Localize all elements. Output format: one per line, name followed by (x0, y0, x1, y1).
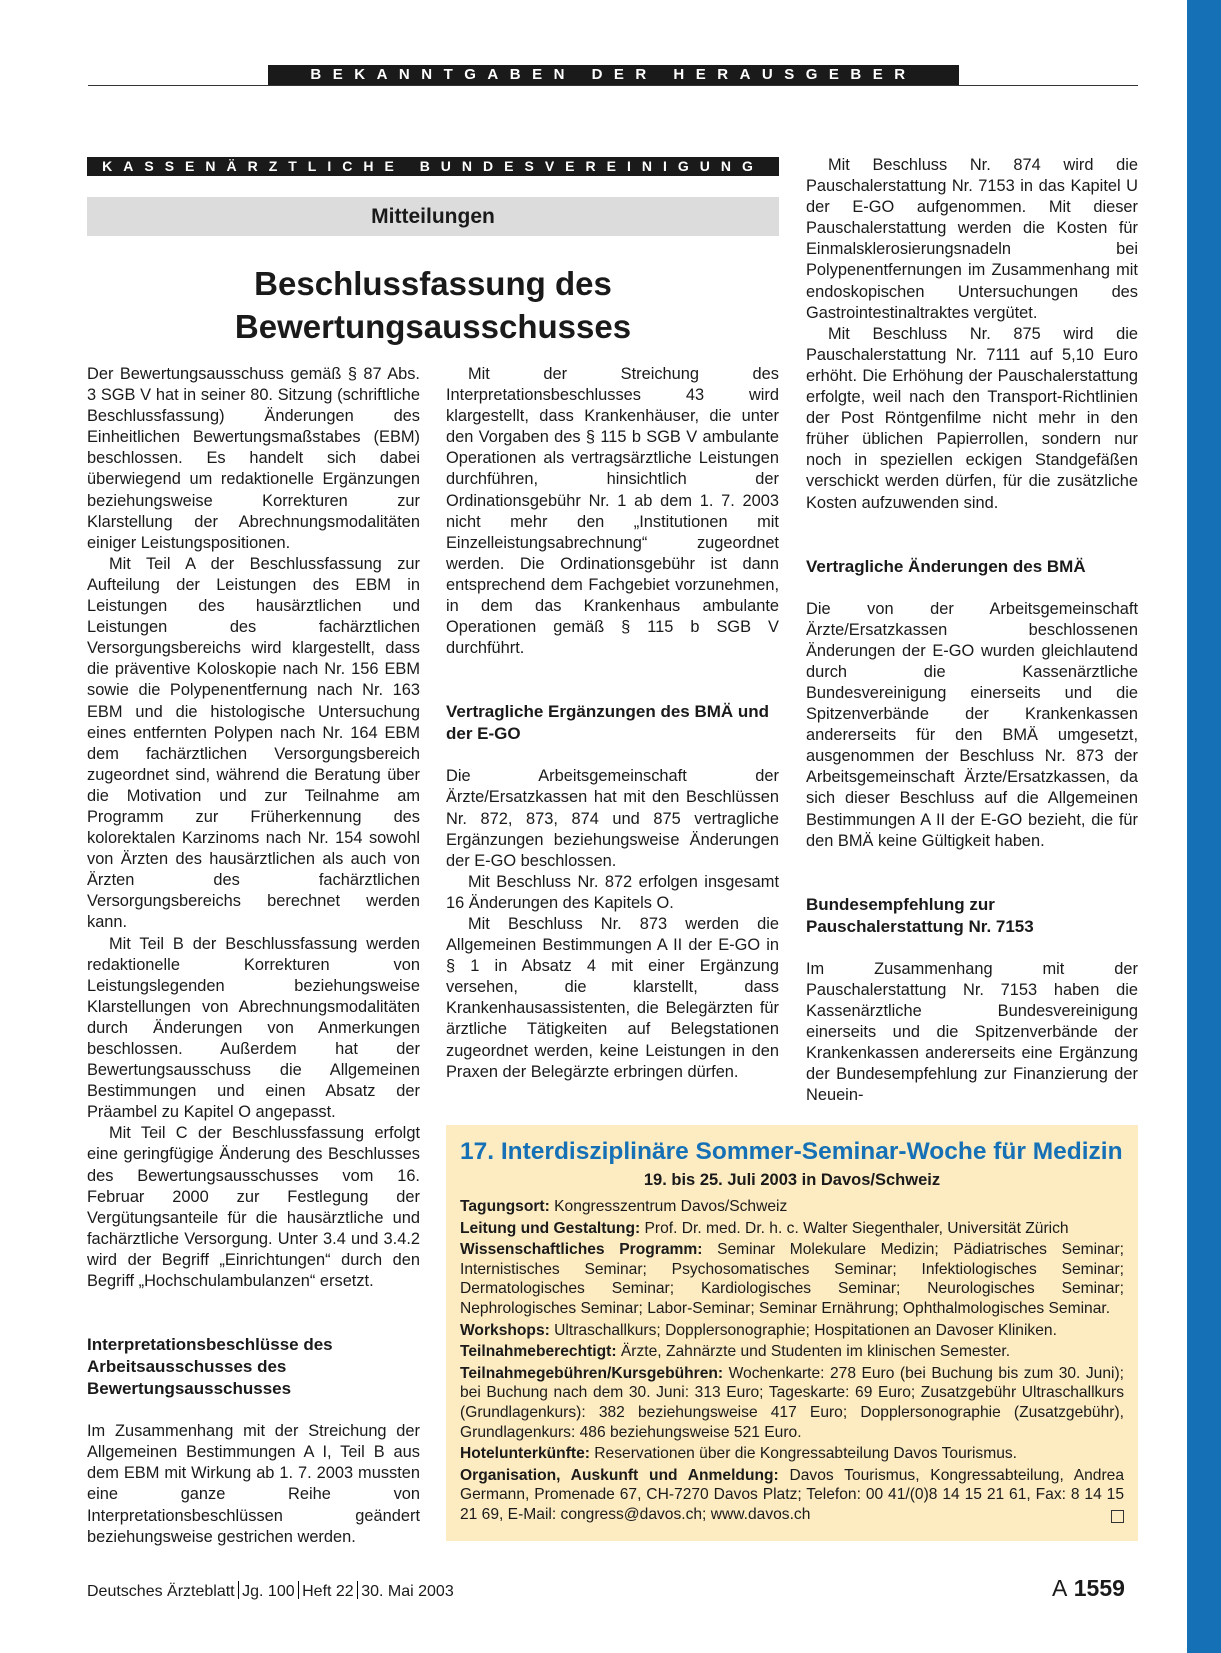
paragraph: Mit Teil B der Beschlussfassung werden redaktionelle Korrekturen von Leistungslegenden beziehungsweise Klarstellungen von Abrechnungsmodalitäten durch Änderungen von Anmerkungen beschlossen. Außerdem hat der Bewertungsausschuss die Allgemeinen Bestimmungen und einen Absatz der Präambel zu Kapitel O angepasst. (87, 934, 420, 1122)
issue-date: 30. Mai 2003 (361, 1583, 454, 1600)
issue: Heft 22 (302, 1583, 354, 1600)
side-color-bar (1187, 0, 1221, 1653)
paragraph: Die Arbeitsgemeinschaft der Ärzte/Ersatzkassen hat mit den Beschlüssen Nr. 872, 873, 874 und 875 vertragliche Ergänzungen beziehungsweise Änderungen der E-GO beschlossen. (446, 767, 779, 870)
entry-text: Ultraschallkurs; Dopplersonographie; Hospitationen an Davoser Kliniken. (554, 1321, 1057, 1339)
heading-line: Pauschalerstattung Nr. 7153 (806, 916, 1034, 936)
entry-text: Reservationen über die Kongressabteilung Davos Tourismus. (594, 1445, 1018, 1463)
page-prefix: A (1052, 1575, 1068, 1601)
paragraph: Im Zusammenhang mit der Pauschalerstattung Nr. 7153 haben die Kassenärztliche Bundesvereinigung einerseits und die Spitzenverbände der Krankenkassen andererseits eine Ergänzung der Bundesempfehlung zur Finanzierung der Neuein- (806, 959, 1138, 1105)
entry-label: Wissenschaftliches Programm: (460, 1241, 703, 1259)
entry-label: Teilnahmeberechtigt: (460, 1343, 617, 1361)
entry-text: Kongresszentrum Davos/Schweiz (554, 1198, 788, 1215)
entry-text: Wochenkarte: 278 Euro (bei Buchung bis zum 30. Juni); bei Buchung nach dem 30. Juni: 313 Euro; Tageskarte: 69 Euro; Zusatzgebühr Ultraschallkurs (Grundlagenkurs): 382 beziehungsweise 417 Euro; Dopplersonographie (Zusatzgebühr), Grundlagenkurs: 486 beziehungsweise 521 Euro. (460, 1364, 1124, 1441)
column-2 (446, 364, 779, 1083)
end-square-icon (1111, 1510, 1124, 1523)
entry-text: Prof. Dr. med. Dr. h. c. Walter Siegenthaler, Universität Zürich (644, 1219, 1069, 1237)
paragraph: Der Bewertungsausschuss gemäß § 87 Abs. 3 SGB V hat in seiner 80. Sitzung (schriftliche Beschlussfassung) Änderungen des Einheitlichen Bewertungsmaßstabes (EBM) beschlossen. Es handelt sich dabei überwiegend um redaktionelle Ergänzungen beziehungsweise Korrekturen zur Klarstellung der Abrechnungsmodalitäten einiger Leistungspositionen. (87, 365, 420, 552)
seminar-entry (460, 1321, 1124, 1341)
section-heading: Vertragliche Ergänzungen des BMÄ und der E-GO (446, 702, 770, 744)
heading-line: Bundesempfehlung zur (806, 894, 995, 914)
seminar-entry (460, 1444, 1124, 1464)
paragraph: Mit Teil A der Beschlussfassung zur Aufteilung der Leistungen des EBM in Leistungen des hausärztlichen und Leistungen des fachärztlichen Versorgungsbereichs wird klargestellt, dass die präventive Koloskopie nach Nr. 156 EBM sowie die Polypenentfernung nach Nr. 163 EBM und die histologische Untersuchung eines entfernten Polypen nach Nr. 164 EBM dem fachärztlichen Versorgungsbereich zugeordnet sind, während die Beratung über die Motivation und zur Teilnahme am Programm zur Früherkennung des kolorektalen Karzinoms nach Nr. 154 sowohl von Ärzten des hausärztlichen als auch von Ärzten des fachärztlichen Versorgungsbereichs berechnet werden kann. (87, 554, 420, 932)
seminar-entry (460, 1219, 1124, 1239)
entry-text: Seminar Molekulare Medizin; Pädiatrisches Seminar; Internistisches Seminar; Psychosomatisches Seminar; Infektiologisches Seminar; Dermatologisches Seminar; Kardiologisches Seminar; Neurologisches Seminar; Nephrologisches Seminar; Labor-Seminar; Seminar Ernährung; Ophthalmologisches Seminar. (460, 1241, 1124, 1317)
paragraph: Mit Teil C der Beschlussfassung erfolgt eine geringfügige Änderung des Beschlusses des Bewertungsausschusses vom 16. Februar 2000 zur Festlegung der Vergütungsanteile für die hausärztliche und fachärztliche Versorgung. Unter 3.4 und 3.4.2 wird der Begriff „Einrichtungen“ durch den Begriff „Hochschulambulanzen“ ersetzt. (87, 1124, 420, 1291)
seminar-subtitle: 19. bis 25. Juli 2003 in Davos/Schweiz (643, 1171, 941, 1189)
seminar-entry (460, 1197, 1124, 1217)
org-banner: KASSENÄRZTLICHE BUNDESVEREINIGUNG (87, 157, 779, 176)
entry-label: Teilnahmegebühren/Kursgebühren: (460, 1364, 724, 1382)
article-title (87, 262, 779, 348)
seminar-entry (460, 1342, 1124, 1362)
page-value: 1559 (1073, 1575, 1125, 1601)
column-3 (806, 155, 1138, 1106)
paragraph: Mit Beschluss Nr. 874 wird die Pauschalerstattung Nr. 7153 in das Kapitel U der E-GO aufgenommen. Mit dieser Pauschalerstattung werden die Kosten für Einmalsklerosierungsnadeln bei Polypenentfernungen im Zusammenhang mit endoskopischen Untersuchungen des Gastrointestinaltraktes vergütet. (806, 156, 1138, 322)
page-number (1052, 1575, 1125, 1602)
section-heading: Interpretationsbeschlüsse des Arbeitsausschusses des Bewertungsausschusses (87, 1335, 333, 1399)
entry-label: Workshops: (460, 1321, 550, 1339)
entry-text: Davos Tourismus, Kongressabteilung, Andrea Germann, Promenade 67, CH-7270 Davos Platz; Telefon: 00 41/(0)8 14 15 21 61, Fax: 8 14 15 21 69, E-Mail: congress@davos.ch; www.davos.ch (460, 1466, 1124, 1523)
entry-label: Hotelunterkünfte: (460, 1445, 590, 1463)
paragraph: Mit Beschluss Nr. 875 wird die Pauschalerstattung Nr. 7111 auf 5,10 Euro erhöht. Die Erhöhung der Pauschalerstattung erfolgte, weil nach den Transport-Richtlinien der Post Röntgenfilme nicht mehr in den früher üblichen Papierrollen, sondern nur noch in speziellen eckigen Standgefäßen verschickt werden dürfen, für die zusätzliche Kosten aufzuwenden sind. (806, 324, 1138, 512)
footer (87, 1581, 454, 1601)
paragraph: Mit Beschluss Nr. 872 erfolgen insgesamt 16 Änderungen des Kapitels O. (446, 872, 779, 912)
entry-label: Tagungsort: (460, 1198, 550, 1215)
seminar-title: 17. Interdisziplinäre Sommer-Seminar-Woche für Medizin (460, 1138, 1123, 1165)
header-rule (88, 85, 1138, 86)
paragraph: Mit Beschluss Nr. 873 werden die Allgemeinen Bestimmungen A II der E-GO in § 1 in Absatz 4 mit einer Ergänzung versehen, die klarstellt, dass Krankenhausassistenten, die Belegärzten für ärztliche Tätigkeiten auf Belegstationen zugeordnet werden, keine Leistungen in den Praxen der Belegärzte erbringen dürfen. (446, 914, 779, 1081)
paragraph: Die von der Arbeitsgemeinschaft Ärzte/Ersatzkassen beschlossenen Änderungen der E-GO wurden gleichlautend durch die Kassenärztliche Bundesvereinigung einerseits und die Spitzenverbände der Krankenkassen andererseits für den BMÄ umgesetzt, ausgenommen der Beschluss Nr. 873 der Arbeitsgemeinschaft Ärzte/Ersatzkassen, da sich dieser Beschluss auf die Allgemeinen Bestimmungen A II der E-GO bezieht, die für den BMÄ keine Gültigkeit haben. (806, 599, 1138, 850)
entry-label: Organisation, Auskunft und Anmeldung: (460, 1466, 779, 1484)
column-1 (87, 364, 420, 1548)
volume: Jg. 100 (242, 1583, 295, 1600)
seminar-entry (460, 1466, 1124, 1525)
section-heading (806, 894, 1138, 938)
section-heading: Vertragliche Änderungen des BMÄ (806, 556, 1086, 576)
journal-name: Deutsches Ärzteblatt (87, 1583, 235, 1600)
entry-text: Ärzte, Zahnärzte und Studenten im klinischen Semester. (620, 1343, 1011, 1361)
seminar-entry (460, 1364, 1124, 1442)
seminar-announcement-box (446, 1125, 1138, 1541)
section-banner: BEKANNTGABEN DER HERAUSGEBER (268, 65, 959, 85)
seminar-entry (460, 1240, 1124, 1318)
paragraph: Mit der Streichung des Interpretationsbeschlusses 43 wird klargestellt, dass Krankenhäuser, die unter den Vorgaben des § 115 b SGB V ambulante Operationen als vertragsärztliche Leistungen durchführen, hinsichtlich der Ordinationsgebühr Nr. 1 ab dem 1. 7. 2003 nicht mehr den „Institutionen mit Einzelleistungsabrechnung“ zugeordnet werden. Die Ordinationsgebühr ist dann entsprechend dem Fachgebiet vorzunehmen, in dem das Krankenhaus ambulante Operationen gemäß § 115 b SGB V durchführt. (446, 365, 779, 658)
entry-label: Leitung und Gestaltung: (460, 1219, 641, 1237)
paragraph: Im Zusammenhang mit der Streichung der Allgemeinen Bestimmungen A I, Teil B aus dem EBM mit Wirkung ab 1. 7. 2003 mussten eine ganze Reihe von Interpretationsbeschlüssen geändert beziehungsweise gestrichen werden. (87, 1422, 420, 1546)
category-bar: Mitteilungen (87, 197, 779, 236)
article-title-line1: Beschlussfassung des (254, 265, 612, 302)
article-title-line2: Bewertungsausschusses (234, 308, 632, 345)
